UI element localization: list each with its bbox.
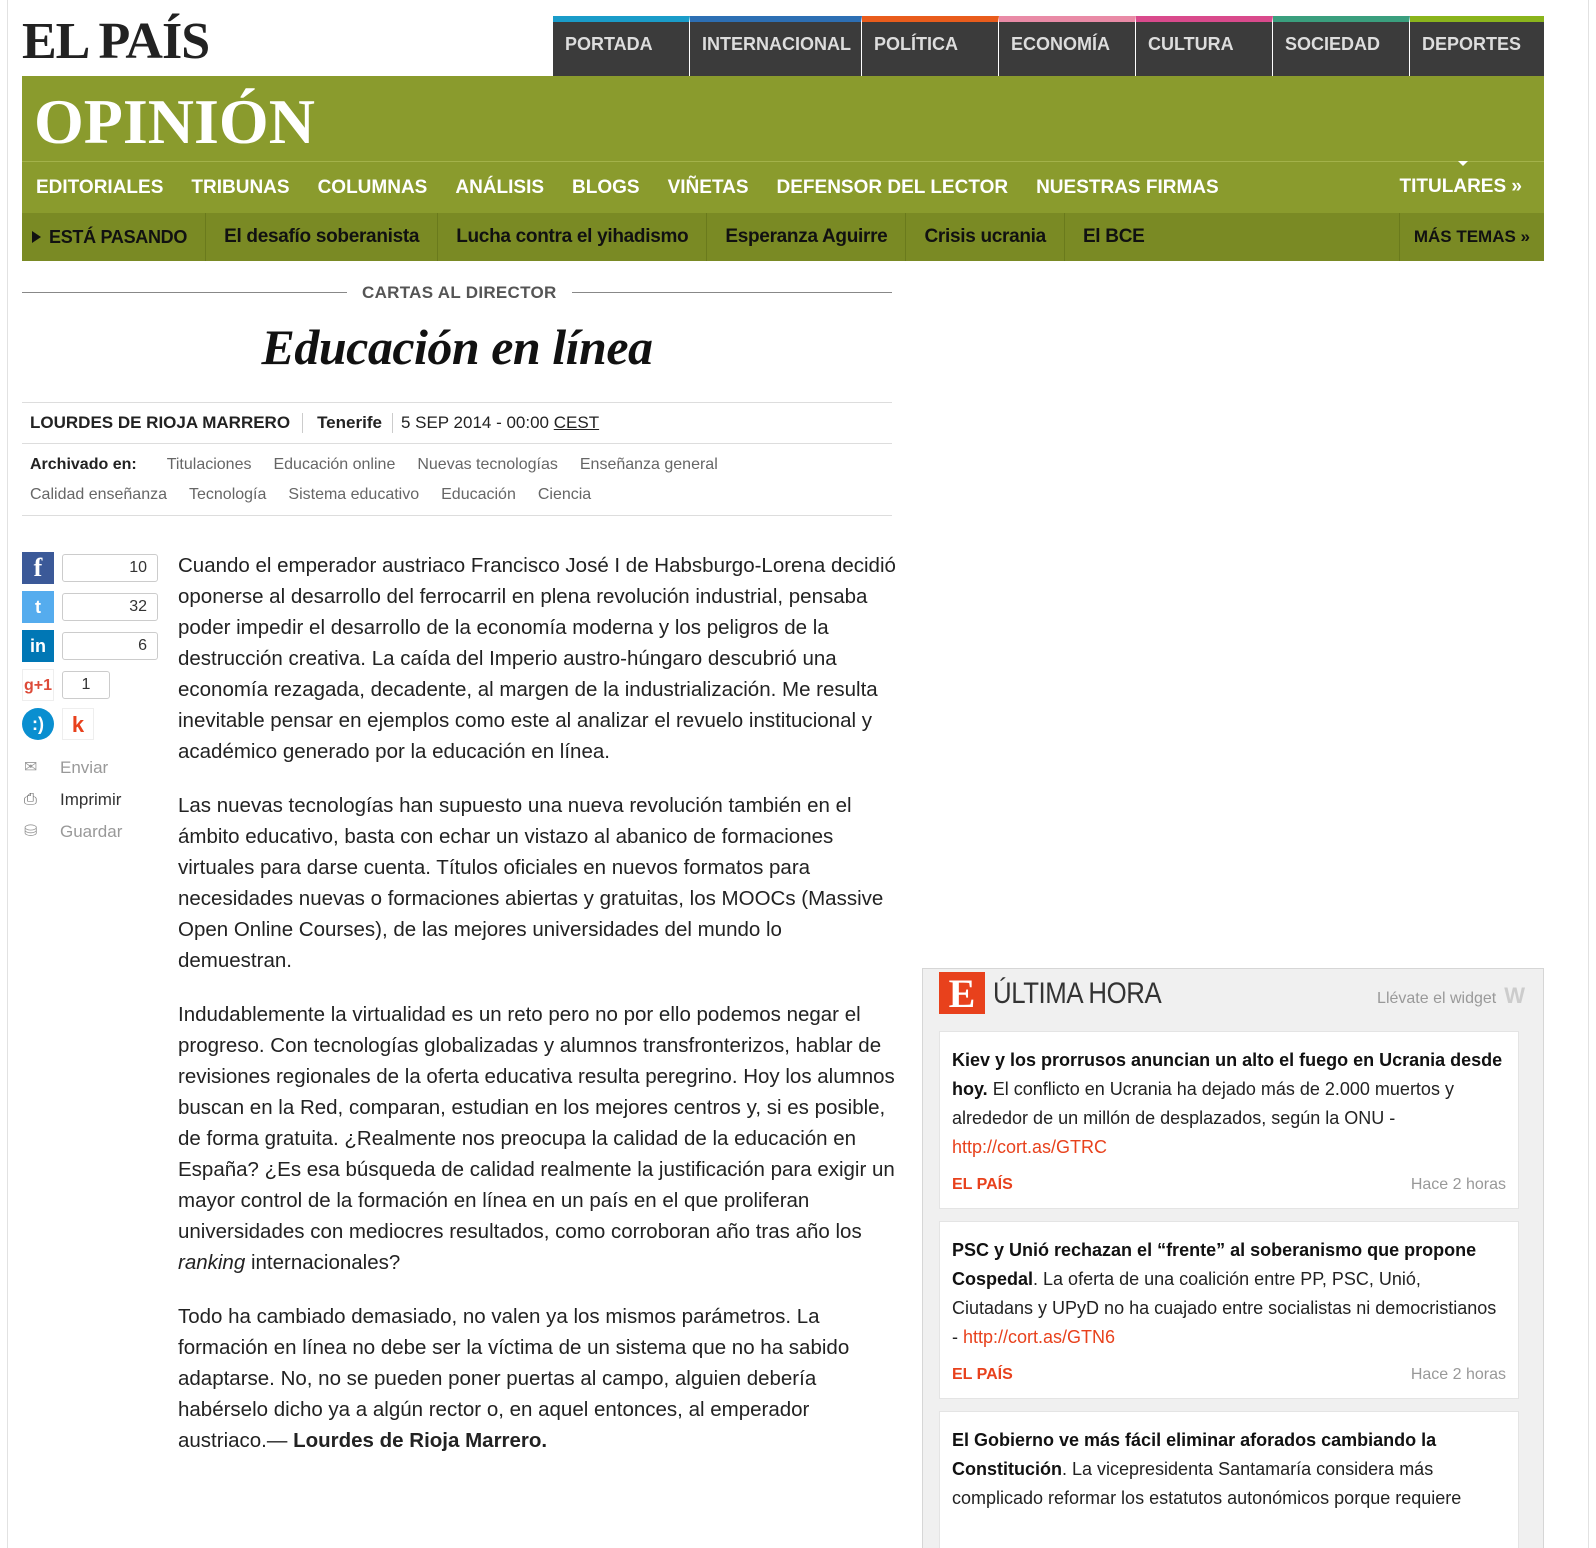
news-card[interactable]: El Gobierno ve más fácil eliminar aforados cambiando la Constitución. La vicepresidenta Santamaría considera más complicado reformar los estatutos autonómicos porque requiere xyxy=(939,1411,1519,1548)
facebook-icon[interactable]: f xyxy=(22,552,54,584)
trending-bar xyxy=(22,213,1544,261)
save-icon: ⛁ xyxy=(24,823,38,840)
byline xyxy=(22,402,892,444)
nav-cultura[interactable]: CULTURA xyxy=(1136,16,1273,76)
tag-link[interactable]: Educación xyxy=(441,486,516,503)
news-time: Hace 2 horas xyxy=(1410,1176,1506,1193)
linkedin-icon[interactable]: in xyxy=(22,630,54,662)
nav-sociedad[interactable]: SOCIEDAD xyxy=(1273,16,1410,76)
section-header xyxy=(22,76,1544,261)
caret-down-icon xyxy=(1458,161,1468,166)
paragraph: Las nuevas tecnologías han supuesto una nueva revolución también en el ámbito educativo, basta con echar un vistazo al abanico de formaciones virtuales para darse cuenta. Títulos oficiales en nuevos formatos para necesidades nuevas o formaciones abiertas y gratuitas, los MOOCs (Massive Open Online Courses), de las mejores universidades del mundo lo demuestran. xyxy=(178,794,884,972)
subnav-blogs[interactable]: BLOGS xyxy=(572,176,640,198)
twitter-count: 32 xyxy=(62,593,158,621)
nav-deportes[interactable]: DEPORTES xyxy=(1410,16,1544,76)
tag-link[interactable]: Sistema educativo xyxy=(288,486,420,503)
google-plus-count: 1 xyxy=(62,671,110,699)
place: Tenerife xyxy=(303,413,393,433)
article-headline: Educación en línea xyxy=(261,319,653,375)
el-pais-e-icon: E xyxy=(939,972,985,1014)
widget-title: ÚLTIMA HORA xyxy=(993,977,1162,1010)
more-topics-button[interactable]: MÁS TEMAS » xyxy=(1399,213,1544,261)
news-source: EL PAÍS xyxy=(952,1176,1013,1193)
trending-item[interactable]: Lucha contra el yihadismo xyxy=(438,213,707,261)
tuenti-icon[interactable]: k xyxy=(62,708,94,740)
paragraph: Indudablemente la virtualidad es un reto pero no por ello podemos negar el progreso. Con tecnologías globalizadas y alumnos transfronterizos, hablar de revisiones regionales de la oferta educativa resulta peregrino. Hoy los alumnos buscan en la Red, comparan, estudian en los mejores centros y, si es posible, de forma gratuita. ¿Realmente nos preocupa la calidad de la educación en España? ¿Es esa búsqueda de calidad realmente la justificación para exigir un mayor control de la formación en línea en un país en el que proliferan universidades con mediocres resultados, como corroboran año tras año los ranking internacionales? xyxy=(178,1003,895,1274)
get-widget-link[interactable]: Llévate el widget W xyxy=(1377,983,1525,1008)
paragraph: Cuando el emperador austriaco Francisco José I de Habsburgo-Lorena decidió oponerse al desarrollo del ferrocarril en plena revolución industrial, pensaba poder impedir el desarrollo de la economía moderna y los peligros de la destrucción creativa. La caída del Imperio austro-húngaro descubrió una economía rezagada, decadente, al margen de la industrialización. Me resulta inevitable pensar en ejemplos como este al analizar el revuelo institucional y académico generado por la educación en línea. xyxy=(178,554,896,763)
tags xyxy=(22,450,892,516)
news-source: EL PAÍS xyxy=(952,1366,1013,1383)
save-button[interactable]: ⛁ Guardar xyxy=(24,822,123,841)
envelope-icon: ✉ xyxy=(24,759,38,776)
tag-link[interactable]: Educación online xyxy=(273,456,396,473)
section-title[interactable]: OPINIÓN xyxy=(34,86,315,157)
share-panel xyxy=(22,552,147,841)
subnav-vinetas[interactable]: VIÑETAS xyxy=(667,176,749,198)
tag-link[interactable]: Ciencia xyxy=(537,486,592,503)
tag-link[interactable]: Enseñanza general xyxy=(579,456,718,473)
article-body xyxy=(178,550,898,1479)
subnav-tribunas[interactable]: TRIBUNAS xyxy=(191,176,290,198)
paragraph: Todo ha cambiado demasiado, no valen ya los mismos parámetros. La formación en línea no debe ser la víctima de un sistema que no ha sabido adaptarse. No, no se pueden poner puertas al campo, alguien debería habérselo dicho ya a algún rector o, en aquel entonces, al emperador austriaco.— Lourdes de Rioja Marrero. xyxy=(178,1305,850,1452)
subnav-columnas[interactable]: COLUMNAS xyxy=(317,176,428,198)
print-button[interactable]: ⎙ Imprimir xyxy=(24,790,122,809)
tags-label: Archivado en: xyxy=(30,456,137,473)
subnav-editoriales[interactable]: EDITORIALES xyxy=(36,176,164,198)
subnav-defensor[interactable]: DEFENSOR DEL LECTOR xyxy=(776,176,1009,198)
tag-link[interactable]: Tecnología xyxy=(189,486,267,503)
meneame-icon[interactable]: :) xyxy=(22,708,54,740)
trending-item[interactable]: El desafío soberanista xyxy=(206,213,438,261)
subnav-firmas[interactable]: NUESTRAS FIRMAS xyxy=(1036,176,1219,198)
tag-link[interactable]: Calidad enseñanza xyxy=(30,486,167,503)
section-subnav xyxy=(22,161,1544,213)
nav-internacional[interactable]: INTERNACIONAL xyxy=(690,16,862,76)
publish-date: 5 SEP 2014 - 00:00 CEST xyxy=(400,413,600,432)
trending-item[interactable]: El BCE xyxy=(1082,226,1145,247)
timezone: CEST xyxy=(553,413,600,432)
nav-economia[interactable]: ECONOMÍA xyxy=(999,16,1136,76)
printer-icon: ⎙ xyxy=(24,791,37,808)
subnav-analisis[interactable]: ANÁLISIS xyxy=(455,176,545,198)
news-link[interactable]: http://cort.as/GTRC xyxy=(952,1137,1108,1157)
tag-link[interactable]: Nuevas tecnologías xyxy=(417,456,558,473)
latest-news-widget xyxy=(922,968,1544,1548)
twitter-icon[interactable]: t xyxy=(22,591,54,623)
trending-item[interactable]: Crisis ucrania xyxy=(906,213,1064,261)
news-link[interactable]: http://cort.as/GTN6 xyxy=(963,1327,1116,1347)
el-pais-logo[interactable]: EL PAÍS xyxy=(22,13,210,70)
news-card[interactable]: PSC y Unió rechazan el “frente” al soberanismo que propone Cospedal. La oferta de una coalición entre PP, PSC, Unió, Ciutadans y UPyD no ha cuajado entre socialistas ni democristianos - http://cort.as/GTN6 EL PAÍS Hace 2 horas xyxy=(939,1221,1519,1399)
play-icon xyxy=(32,231,41,243)
news-time: Hace 2 horas xyxy=(1410,1366,1506,1383)
trending-item[interactable]: Esperanza Aguirre xyxy=(707,213,906,261)
trending-label: ESTÁ PASANDO xyxy=(22,213,206,261)
article-actions xyxy=(22,752,152,848)
signature: Lourdes de Rioja Marrero. xyxy=(293,1429,548,1452)
nav-portada[interactable]: PORTADA xyxy=(553,16,690,76)
top-nav xyxy=(553,16,1544,76)
widget-icon: W xyxy=(1504,983,1525,1008)
linkedin-count: 6 xyxy=(62,632,158,660)
kicker-label[interactable]: CARTAS AL DIRECTOR xyxy=(347,283,572,303)
titulares-link[interactable]: TITULARES » xyxy=(1399,176,1522,197)
article-kicker xyxy=(22,283,892,308)
tag-link[interactable]: Titulaciones xyxy=(166,456,252,473)
facebook-count: 10 xyxy=(62,554,158,582)
google-plus-icon[interactable]: g+1 xyxy=(22,669,54,701)
author-link[interactable]: LOURDES DE RIOJA MARRERO xyxy=(30,413,303,433)
news-card[interactable]: Kiev y los prorrusos anuncian un alto el fuego en Ucrania desde hoy. El conflicto en Ucrania ha dejado más de 2.000 muertos y alrededor de un millón de desplazados, según la ONU - http://cort.as/GTRC EL PAÍS Hace 2 horas xyxy=(939,1031,1519,1209)
send-button[interactable]: ✉ Enviar xyxy=(24,758,109,777)
page xyxy=(7,0,1589,1548)
nav-politica[interactable]: POLÍTICA xyxy=(862,16,999,76)
